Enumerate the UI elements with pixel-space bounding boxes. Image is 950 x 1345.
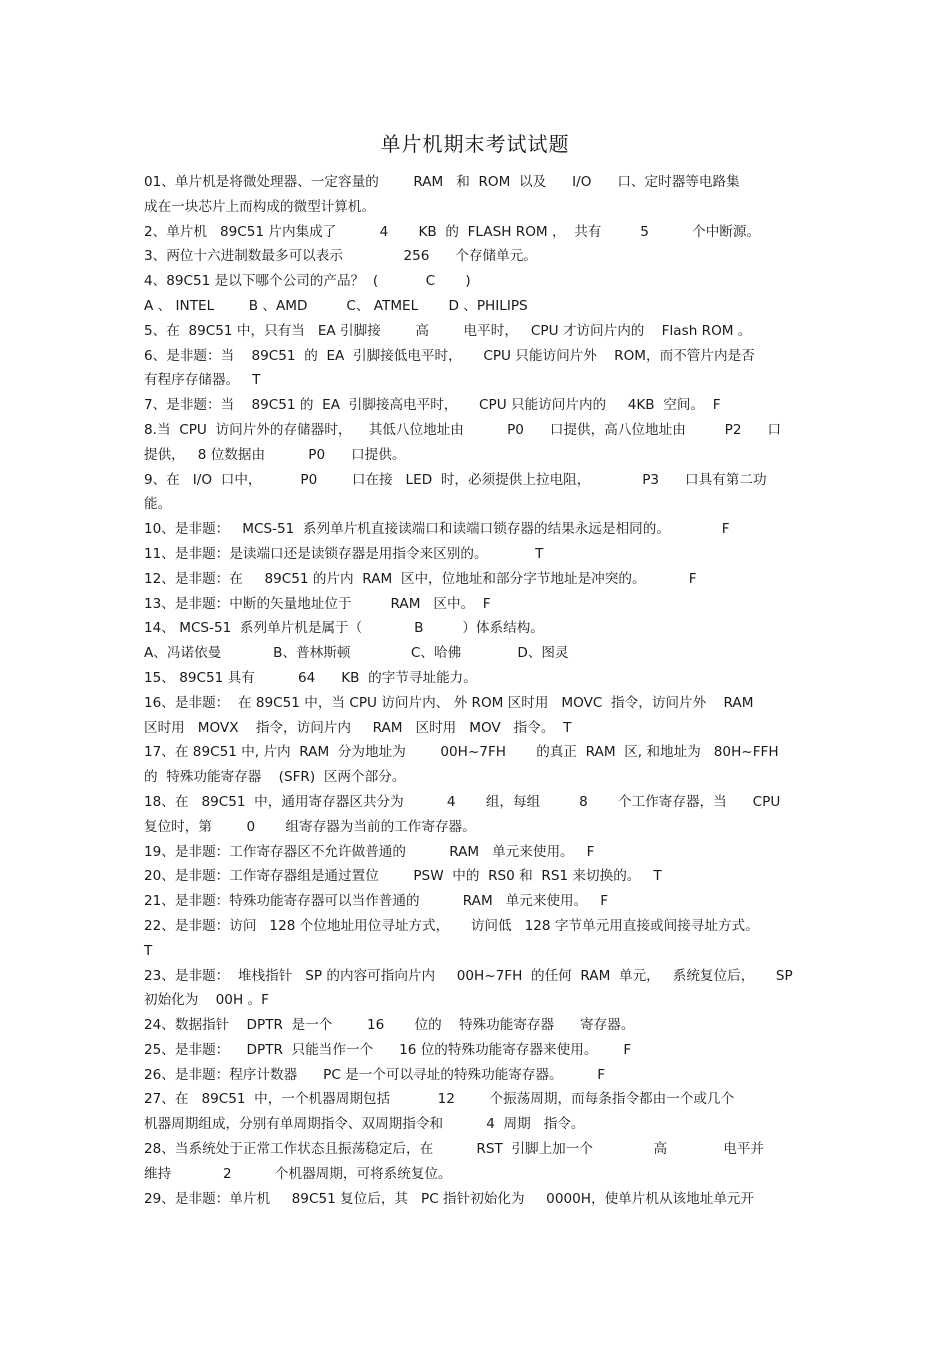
question-list — [144, 170, 808, 1211]
text-line: 复位时，第 0 组寄存器为当前的工作寄存器。 — [144, 818, 476, 835]
text-line: 初始化为 00H 。F — [144, 992, 269, 1009]
text-line: 27、在 89C51 中，一个机器周期包括 12 个振荡周期，而每条指令都由一个或几个 — [144, 1091, 735, 1108]
text-line: 17、在 89C51 中, 片内 RAM 分为地址为 00H~7FH 的真正 RAM 区, 和地址为 80H~FFH — [144, 744, 779, 761]
text-line: 26、是非题：程序计数器 PC 是一个可以寻址的特殊功能寄存器。 F — [144, 1066, 606, 1083]
text-line: 8.当 CPU 访问片外的存储器时， 其低八位地址由 P0 口提供，高八位地址由 P2 口 — [144, 421, 782, 438]
text-line: 28、当系统处于正常工作状态且振荡稳定后，在 RST 引脚上加一个 高 电平并 — [144, 1141, 765, 1158]
text-line: 20、是非题：工作寄存器组是通过置位 PSW 中的 RS0 和 RS1 来切换的。 T — [144, 868, 662, 885]
text-line: 12、是非题：在 89C51 的片内 RAM 区中，位地址和部分字节地址是冲突的。 F — [144, 570, 697, 587]
text-line: 有程序存储器。 T — [144, 372, 261, 389]
text-line: 6、是非题：当 89C51 的 EA 引脚接低电平时， CPU 只能访问片外 ROM，而不管片内是否 — [144, 347, 755, 364]
text-line: 21、是非题：特殊功能寄存器可以当作普通的 RAM 单元来使用。 F — [144, 893, 609, 910]
text-line: 2、单片机 89C51 片内集成了 4 KB 的 FLASH ROM ， 共有 5 个中断源。 — [144, 223, 761, 240]
text-line: A 、 INTEL B 、AMD C、 ATMEL D 、PHILIPS — [144, 297, 528, 314]
text-line: 机器周期组成，分别有单周期指令、双周期指令和 4 周期 指令。 — [144, 1116, 585, 1133]
text-line: 5、在 89C51 中，只有当 EA 引脚接 高 电平时， CPU 才访问片内的 Flash ROM 。 — [144, 322, 752, 339]
text-line: 7、是非题：当 89C51 的 EA 引脚接高电平时， CPU 只能访问片内的 4KB 空间。 F — [144, 397, 721, 414]
text-line: T — [144, 942, 153, 959]
text-line: 3、两位十六进制数最多可以表示 256 个存储单元。 — [144, 248, 537, 265]
text-line: 的 特殊功能寄存器 (SFR) 区两个部分。 — [144, 769, 406, 786]
text-line: A、冯诺依曼 B、普林斯顿 C、哈佛 D、图灵 — [144, 645, 569, 662]
page-title: 单片机期末考试试题 — [380, 132, 570, 156]
text-line: 维持 2 个机器周期，可将系统复位。 — [144, 1165, 452, 1182]
text-line: 14、 MCS-51 系列单片机是属于（ B ）体系结构。 — [144, 620, 544, 637]
text-line: 13、是非题：中断的矢量地址位于 RAM 区中。 F — [144, 595, 491, 612]
text-line: 22、是非题：访问 128 个位地址用位寻址方式， 访问低 128 字节单元用直接或间接寻址方式。 — [144, 917, 759, 934]
text-line: 16、是非题： 在 89C51 中，当 CPU 访问片内、 外 ROM 区时用 MOVC 指令，访问片外 RAM — [144, 694, 754, 711]
text-line: 4、89C51 是以下哪个公司的产品？ ( C ) — [144, 273, 471, 290]
text-line: 9、在 I/O 口中， P0 口在接 LED 时，必须提供上拉电阻， P3 口具有第二功 — [144, 471, 767, 488]
text-line: 15、 89C51 具有 64 KB 的字节寻址能力。 — [144, 669, 477, 686]
text-line: 能。 — [144, 496, 172, 513]
text-line: 23、是非题： 堆栈指针 SP 的内容可指向片内 00H~7FH 的任何 RAM 单元， 系统复位后， SP — [144, 967, 793, 984]
text-line: 24、数据指针 DPTR 是一个 16 位的 特殊功能寄存器 寄存器。 — [144, 1017, 635, 1034]
text-line: 成在一块芯片上而构成的微型计算机。 — [144, 198, 376, 215]
text-line: 19、是非题：工作寄存器区不允许做普通的 RAM 单元来使用。 F — [144, 843, 595, 860]
text-line: 29、是非题：单片机 89C51 复位后，其 PC 指针初始化为 0000H，使单片机从该地址单元开 — [144, 1190, 755, 1207]
text-line: 25、是非题： DPTR 只能当作一个 16 位的特殊功能寄存器来使用。 F — [144, 1041, 632, 1058]
text-line: 提供， 8 位数据由 P0 口提供。 — [144, 446, 406, 463]
text-line: 10、是非题： MCS-51 系列单片机直接读端口和读端口锁存器的结果永远是相同的。 F — [144, 521, 730, 538]
text-line: 区时用 MOVX 指令，访问片内 RAM 区时用 MOV 指令。 T — [144, 719, 572, 736]
text-line: 18、在 89C51 中，通用寄存器区共分为 4 组，每组 8 个工作寄存器，当 CPU — [144, 793, 781, 810]
text-line: 01、单片机是将微处理器、一定容量的 RAM 和 ROM 以及 I/O 口、定时器等电路集 — [144, 174, 740, 190]
text-line: 11、是非题：是读端口还是读锁存器是用指令来区别的。 T — [144, 545, 544, 562]
